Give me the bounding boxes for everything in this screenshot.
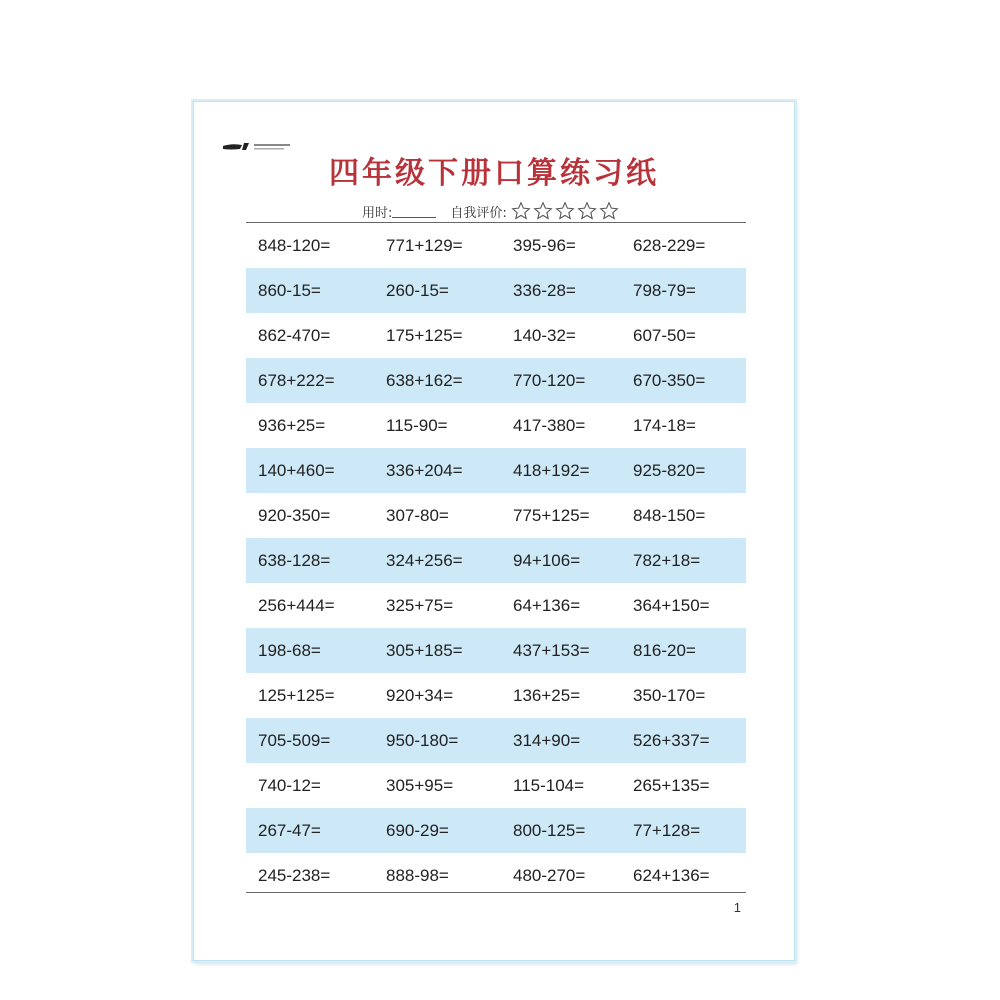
- problem-cell: 94+106=: [513, 550, 581, 570]
- problem-cell: 305+95=: [386, 775, 454, 795]
- problem-row: [246, 223, 746, 268]
- problem-cell: 740-12=: [258, 775, 321, 795]
- problem-cell: 336+204=: [386, 460, 463, 480]
- problem-cell: 125+125=: [258, 685, 335, 705]
- problem-cell: 198-68=: [258, 640, 321, 660]
- problem-cell: 260-15=: [386, 280, 449, 300]
- problem-cell: 775+125=: [513, 505, 590, 525]
- problem-cell: 782+18=: [633, 550, 701, 570]
- problem-cell: 848-150=: [633, 505, 706, 525]
- problem-cell: 888-98=: [386, 865, 449, 885]
- problem-row: [246, 538, 746, 583]
- problem-row: [246, 448, 746, 493]
- problem-cell: 678+222=: [258, 370, 335, 390]
- problem-cell: 115-104=: [513, 775, 585, 795]
- problem-cell: 480-270=: [513, 865, 586, 885]
- problem-row: [246, 583, 746, 628]
- problem-cell: 115-90=: [386, 415, 448, 435]
- star-outline-icon[interactable]: [577, 201, 597, 221]
- problem-cell: 267-47=: [258, 820, 321, 840]
- star-outline-icon[interactable]: [599, 201, 619, 221]
- evaluation-row: [362, 201, 619, 221]
- problem-cell: 862-470=: [258, 325, 331, 345]
- problem-cell: 307-80=: [386, 505, 449, 525]
- problem-row: [246, 358, 746, 403]
- worksheet-page: [193, 101, 795, 961]
- problem-cell: 628-229=: [633, 235, 706, 255]
- problem-row: [246, 673, 746, 718]
- problem-cell: 140+460=: [258, 460, 335, 480]
- problem-row: [246, 628, 746, 673]
- problem-row: [246, 268, 746, 313]
- problem-cell: 860-15=: [258, 280, 321, 300]
- time-blank-field[interactable]: [392, 205, 436, 218]
- problem-cell: 364+150=: [633, 595, 710, 615]
- problem-grid: [246, 223, 746, 898]
- problem-cell: 638+162=: [386, 370, 463, 390]
- problem-cell: 848-120=: [258, 235, 331, 255]
- problem-cell: 305+185=: [386, 640, 463, 660]
- problem-cell: 175+125=: [386, 325, 463, 345]
- rating-stars[interactable]: [511, 201, 619, 221]
- problem-cell: 771+129=: [386, 235, 463, 255]
- problem-cell: 265+135=: [633, 775, 710, 795]
- problem-cell: 800-125=: [513, 820, 586, 840]
- problem-row: [246, 403, 746, 448]
- problem-cell: 638-128=: [258, 550, 331, 570]
- page-title: 四年级下册口算练习纸: [329, 156, 659, 191]
- bottom-divider: [246, 892, 746, 893]
- page-number: 1: [733, 900, 741, 915]
- problem-row: [246, 493, 746, 538]
- problem-cell: 690-29=: [386, 820, 449, 840]
- problem-cell: 798-79=: [633, 280, 696, 300]
- problem-cell: 395-96=: [513, 235, 576, 255]
- problem-cell: 670-350=: [633, 370, 706, 390]
- problem-cell: 925-820=: [633, 460, 706, 480]
- problem-row: [246, 808, 746, 853]
- problem-cell: 417-380=: [513, 415, 586, 435]
- problem-cell: 770-120=: [513, 370, 586, 390]
- problem-cell: 350-170=: [633, 685, 706, 705]
- problem-cell: 418+192=: [513, 460, 590, 480]
- problem-cell: 64+136=: [513, 595, 581, 615]
- problem-cell: 336-28=: [513, 280, 576, 300]
- problem-row: [246, 718, 746, 763]
- problem-cell: 140-32=: [513, 325, 576, 345]
- problem-cell: 324+256=: [386, 550, 463, 570]
- problem-cell: 607-50=: [633, 325, 696, 345]
- problem-cell: 526+337=: [633, 730, 710, 750]
- problem-cell: 936+25=: [258, 415, 326, 435]
- time-label: 用时:: [362, 205, 393, 221]
- problem-row: [246, 763, 746, 808]
- problem-cell: 950-180=: [386, 730, 459, 750]
- problem-row: [246, 313, 746, 358]
- problem-cell: 920-350=: [258, 505, 331, 525]
- problem-cell: 256+444=: [258, 595, 335, 615]
- problem-cell: 325+75=: [386, 595, 454, 615]
- star-outline-icon[interactable]: [511, 201, 531, 221]
- problem-cell: 624+136=: [633, 865, 710, 885]
- problem-cell: 136+25=: [513, 685, 581, 705]
- problem-cell: 77+128=: [633, 820, 701, 840]
- problem-cell: 437+153=: [513, 640, 590, 660]
- self-eval-label: 自我评价:: [450, 205, 507, 221]
- problem-cell: 174-18=: [633, 415, 696, 435]
- problem-cell: 314+90=: [513, 730, 581, 750]
- problem-cell: 816-20=: [633, 640, 696, 660]
- star-outline-icon[interactable]: [533, 201, 553, 221]
- problem-cell: 705-509=: [258, 730, 331, 750]
- problem-cell: 245-238=: [258, 865, 331, 885]
- star-outline-icon[interactable]: [555, 201, 575, 221]
- problem-cell: 920+34=: [386, 685, 454, 705]
